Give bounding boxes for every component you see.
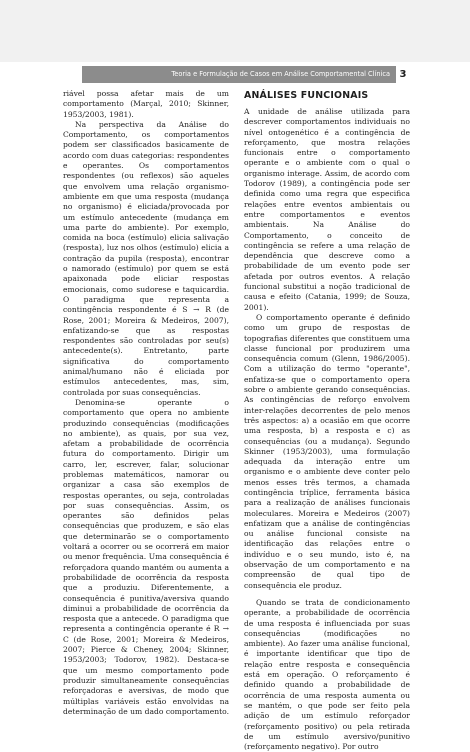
- paragraph: Quando se trata de condicionamento operante, a probabilidade de ocorrência de uma resposta é influenciada por suas consequências (modificações no ambiente). Ao fazer uma análise funcional, é importante identificar que tipo de relação entre resposta e consequência está em operação. O reforçamento é definido quando a probabilidade de ocorrência de uma resposta aumenta ou se mantém, o que pode ser feito pela adição de um estímulo reforçador (reforçamento positivo) ou pela retirada de um estímulo aversivo/punitivo (reforçamento negativo). Por outro: [244, 597, 410, 752]
- page-top-margin: [0, 0, 470, 62]
- running-header: Teoria e Formulação de Casos em Análise Comportamental Clínica: [82, 66, 396, 83]
- left-column: [63, 89, 229, 717]
- paragraph: A unidade de análise utilizada para descrever comportamentos individuais no nível ontogenético é a contingência de reforçamento, que mostra relações funcionais entre o comportamento operante e o ambiente com o qual o organismo interage. Assim, de acordo com Todorov (1989), a contingência pode ser definida como uma regra que especifica relações entre eventos ambientais ou entre comportamentos e eventos ambientais. Na Análise do Comportamento, o conceito de contingência se refere a uma relação de dependência que descreve como a probabilidade de um evento pode ser afetada por outros eventos. A relação funcional substitui a noção tradicional de causa e efeito (Catania, 1999; de Souza, 2001).: [244, 107, 410, 312]
- right-column: [244, 89, 410, 752]
- paragraph: Denomina-se operante o comportamento que opera no ambiente produzindo consequências (modificações no ambiente), as quais, por sua vez, afetam a probabilidade de ocorrência futura do comportamento. Dirigir um carro, ler, escrever, falar, solucionar problemas matemáticos, namorar ou organizar a casa são exemplos de respostas operantes, ou seja, controladas por suas consequências. Assim, os operantes são definidos pelas consequências que produzem, e são elas que determinarão se o comportamento voltará a ocorrer ou se ocorrerá em maior ou menor frequência. Uma consequência é reforçadora quando mantém ou aumenta a probabilidade de ocorrência da resposta que a produziu. Diferentemente, a consequência é punitiva/aversiva quando diminui a probabilidade de ocorrência da resposta que a antecede. O paradigma que representa a contingência operante é R → C (de Rose, 2001; Moreira & Medeiros, 2007; Pierce & Cheney, 2004; Skinner, 1953/2003; Todorov, 1982). Destaca-se que um mesmo comportamento pode produzir simultaneamente consequências reforçadoras e aversivas, de modo que múltiplas variáveis estão envolvidas na determinação de um dado comportamento.: [63, 397, 230, 716]
- paragraph-continuation: riável possa afetar mais de um comportamento (Marçal, 2010; Skinner, 1953/2003, 1981).: [63, 89, 229, 119]
- paragraph-gap: [244, 591, 410, 598]
- paragraph: O comportamento operante é definido como um grupo de respostas de topografias diferentes que constituem uma classe funcional por produzirem uma consequência comum (Glenn, 1986/2005). Com a utilização do termo "operante", enfatiza-se que o comportamento opera sobre o ambiente gerando consequências. As contingências de reforço envolvem inter-relações decorrentes de pelo menos três aspectos: a) a ocasião em que ocorre uma resposta, b) a resposta e c) as consequências (ou a mudança). Segundo Skinner (1953/2003), uma formulação adequada da interação entre um organismo e o ambiente deve conter pelo menos esses três termos, a chamada contingência tríplice, ferramenta básica para a realização de análises funcionais moleculares. Moreira e Medeiros (2007) enfatizam que a análise de contingências ou análise funcional consiste na identificação das relações entre o indivíduo e o seu mundo, isto é, na observação de um comportamento e na compreensão de qual tipo de consequência ele produz.: [244, 312, 410, 590]
- paragraph: Na perspectiva da Análise do Comportamento, os comportamentos podem ser classificados basicamente de acordo com duas categorias: respondentes e operantes. Os comportamentos respondentes (ou reflexos) são aqueles que envolvem uma relação organismo-ambiente em que uma resposta (mudança no organismo) é eliciada/provocada por um estímulo antecedente (mudança em uma parte do ambiente). Por exemplo, comida na boca (estímulo) elicia salivação (resposta), luz nos olhos (estímulo) elicia a contração da pupila (resposta), encontrar o namorado (estímulo) por quem se está apaixonada pode eliciar respostas emocionais, como sudorese e taquicardia. O paradigma que representa a contingência respondente é S → R (de Rose, 2001; Moreira & Medeiros, 2007), enfatizando-se que as respostas respondentes são controladas por seu(s) antecedente(s). Entretanto, parte significativa do comportamento animal/humano não é eliciada por estímulos antecedentes, mas, sim, controlada por suas consequências.: [63, 119, 229, 397]
- page-number: 3: [399, 69, 407, 80]
- section-heading: ANÁLISES FUNCIONAIS: [244, 90, 369, 101]
